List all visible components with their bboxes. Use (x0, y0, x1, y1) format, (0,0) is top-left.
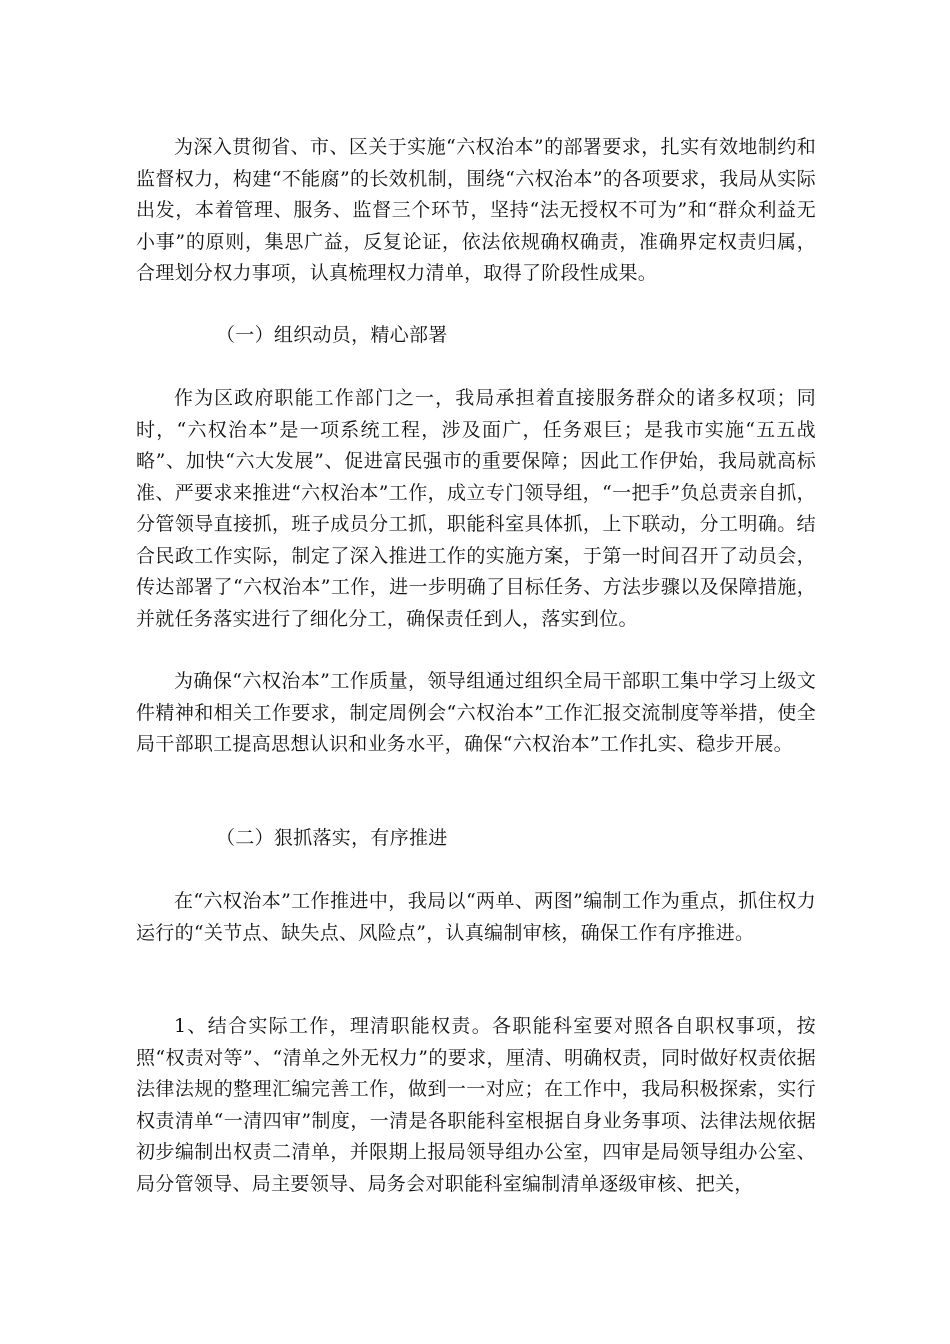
paragraph-responsibilities: 1、结合实际工作，理清职能权责。各职能科室要对照各自职权事项，按照“权责对等”、“清单之外无权力”的要求，厘清、明确权责，同时做好权责依据法律法规的整理汇编完善工作，做到一一对应；在工作中，我局积极探索，实行权责清单“一清四审”制度，一清是各职能科室根据自身业务事项、法律法规依据初步编制出权责二清单，并限期上报局领导组办公室，四审是局领导组办公室、局分管领导、局主要领导、局务会对职能科室编制清单逐级审核、把关， (136, 1015, 816, 1195)
section-heading-2: （二）狠抓落实，有序推进 (216, 827, 448, 849)
paragraph-mobilization: 作为区政府职能工作部门之一，我局承担着直接服务群众的诸多权项；同时，“六权治本”是一项系统工程，涉及面广，任务艰巨；是我市实施“五五战略”、加快“六大发展”、促进富民强市的重要保障；因此工作伊始，我局就高标准、严要求来推进“六权治本”工作，成立专门领导组，“一把手”负总责亲自抓，分管领导直接抓，班子成员分工抓，职能科室具体抓，上下联动，分工明确。结合民政工作实际，制定了深入推进工作的实施方案，于第一时间召开了动员会，传达部署了“六权治本”工作，进一步明确了目标任务、方法步骤以及保障措施，并就任务落实进行了细化分工，确保责任到人，落实到位。 (136, 387, 816, 630)
paragraph-intro: 为深入贯彻省、市、区关于实施“六权治本”的部署要求，扎实有效地制约和监督权力，构建“不能腐”的长效机制，围绕“六权治本”的各项要求，我局从实际出发，本着管理、服务、监督三个环节，坚持“法无授权不可为”和“群众利益无小事”的原则，集思广益，反复论证，依法依规确权确责，准确界定权责归属，合理划分权力事项，认真梳理权力清单，取得了阶段性成果。 (136, 136, 816, 284)
paragraph-implementation: 在“六权治本”工作推进中，我局以“两单、两图”编制工作为重点，抓住权力运行的“关节点、缺失点、风险点”，认真编制审核，确保工作有序推进。 (136, 890, 816, 944)
section-heading-1: （一）组织动员，精心部署 (216, 324, 448, 346)
paragraph-quality: 为确保“六权治本”工作质量，领导组通过组织全局干部职工集中学习上级文件精神和相关工作要求，制定周例会“六权治本”工作汇报交流制度等举措，使全局干部职工提高思想认识和业务水平，确保“六权治本”工作扎实、稳步开展。 (136, 670, 816, 755)
